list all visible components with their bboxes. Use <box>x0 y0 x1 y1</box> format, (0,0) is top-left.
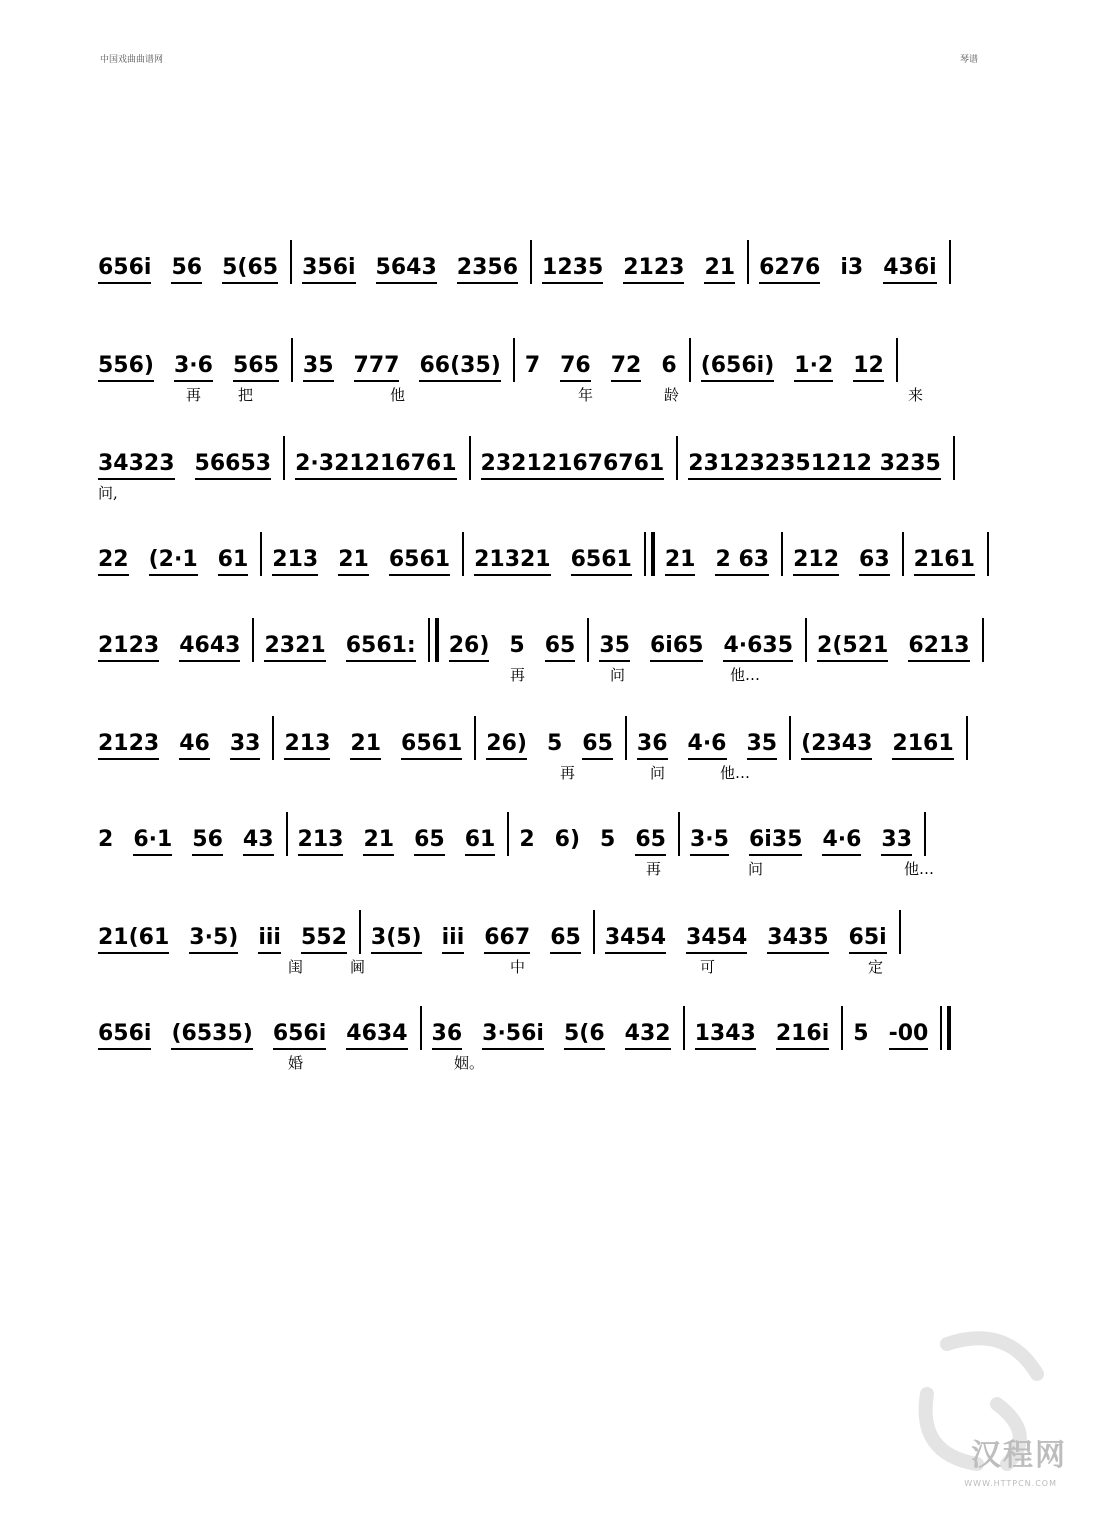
lyrics-line <box>98 576 1022 600</box>
note-group: 21 <box>665 547 696 576</box>
note-group: 232121676761 <box>481 451 665 480</box>
barline <box>260 532 262 576</box>
lyric-word: 他… <box>730 666 761 684</box>
note-group: 436i <box>883 255 936 284</box>
note-group: 2123 <box>98 731 159 760</box>
note-group: 667 <box>484 925 530 954</box>
note-group: 61 <box>465 827 496 856</box>
note-group: 656i <box>98 1021 151 1050</box>
note-group: 72 <box>611 353 642 382</box>
note-group: 6213 <box>908 633 969 662</box>
barline <box>469 436 471 480</box>
note-group: 5(6 <box>564 1021 605 1050</box>
note-group: 3454 <box>605 925 666 954</box>
lyrics-line <box>98 760 1022 784</box>
note-group: 552 <box>301 925 347 954</box>
note-group: 56 <box>171 255 202 284</box>
double-barline <box>644 532 655 576</box>
barline <box>513 338 515 382</box>
barline <box>272 716 274 760</box>
note-group: 34323 <box>98 451 175 480</box>
note-group: 3435 <box>767 925 828 954</box>
note-group: 5 <box>509 633 525 658</box>
note-group: 6) <box>554 827 581 852</box>
note-group: 6561 <box>401 731 462 760</box>
note-group: 5 <box>600 827 616 852</box>
note-group: 65 <box>635 827 666 856</box>
lyrics-line <box>98 856 1022 880</box>
note-group: 3·56i <box>482 1021 544 1050</box>
barline <box>359 910 361 954</box>
note-group: 2·321216761 <box>295 451 456 480</box>
barline <box>507 812 509 856</box>
double-barline <box>940 1006 951 1050</box>
note-group: 2161 <box>914 547 975 576</box>
watermark-url: WWW.HTTPCN.COM <box>964 1479 1057 1488</box>
lyric-word: 问 <box>610 666 626 684</box>
barline <box>290 240 292 284</box>
barline <box>747 240 749 284</box>
score-line <box>98 532 1022 600</box>
note-group: 5 <box>853 1021 869 1046</box>
note-group: (2·1 <box>149 547 198 576</box>
barline <box>896 338 898 382</box>
note-group: 556) <box>98 353 154 382</box>
note-group: 2123 <box>98 633 159 662</box>
lyric-word: 再 <box>560 764 576 782</box>
barline <box>683 1006 685 1050</box>
barline <box>781 532 783 576</box>
lyrics-line <box>98 1050 1022 1074</box>
note-group: 656i <box>98 255 151 284</box>
note-group: -00 <box>889 1021 929 1050</box>
note-group: 3·6 <box>174 353 213 382</box>
note-group: 4·6 <box>688 731 727 760</box>
note-group: 6561 <box>389 547 450 576</box>
note-group: (2343 <box>801 731 872 760</box>
lyric-word: 再 <box>510 666 526 684</box>
note-group: 656i <box>273 1021 326 1050</box>
barline <box>924 812 926 856</box>
note-group: 65 <box>545 633 576 662</box>
note-group: 35 <box>303 353 334 382</box>
barline <box>953 436 955 480</box>
note-group: 61 <box>218 547 249 576</box>
barline <box>283 436 285 480</box>
note-group: 5643 <box>376 255 437 284</box>
note-row <box>98 716 1022 760</box>
note-group: 33 <box>230 731 261 760</box>
note-group: 2123 <box>623 255 684 284</box>
note-group: 3(5) <box>371 925 422 954</box>
note-group: 2161 <box>892 731 953 760</box>
note-group: iii <box>442 925 465 954</box>
score-line <box>98 910 1022 978</box>
note-group: 21 <box>350 731 381 760</box>
barline <box>474 716 476 760</box>
barline <box>949 240 951 284</box>
lyric-word: 把 <box>238 386 254 404</box>
lyrics-line <box>98 284 1022 308</box>
note-group: 4643 <box>179 633 240 662</box>
note-group: 2 <box>98 827 114 852</box>
barline <box>676 436 678 480</box>
lyric-word: 来 <box>908 386 924 404</box>
note-group: 2321 <box>264 633 325 662</box>
note-group: 231232351212 3235 <box>688 451 941 480</box>
note-group: 216i <box>776 1021 829 1050</box>
barline <box>902 532 904 576</box>
note-group: 35 <box>747 731 778 760</box>
note-group: 213 <box>284 731 330 760</box>
score-line <box>98 240 1022 308</box>
lyric-word: 他 <box>390 386 406 404</box>
note-group: 21 <box>363 827 394 856</box>
lyric-word: 闺 <box>288 958 304 976</box>
note-group: 21(61 <box>98 925 169 954</box>
watermark-text: 汉程网 <box>971 1438 1067 1473</box>
lyric-word: 他… <box>904 860 935 878</box>
page-label-header: 琴谱 <box>960 55 979 65</box>
barline <box>789 716 791 760</box>
note-group: 66(35) <box>419 353 500 382</box>
note-group: 777 <box>354 353 400 382</box>
lyrics-line <box>98 382 1022 406</box>
note-group: 65i <box>849 925 887 954</box>
note-group: 35 <box>599 633 630 662</box>
note-group: 565 <box>233 353 279 382</box>
lyric-word: 中 <box>510 958 526 976</box>
note-row <box>98 240 1022 284</box>
note-group: 2 63 <box>715 547 769 576</box>
note-group: 1·2 <box>794 353 833 382</box>
score-line <box>98 716 1022 784</box>
note-group: 6276 <box>759 255 820 284</box>
note-group: 21 <box>338 547 369 576</box>
note-row <box>98 436 1022 480</box>
barline <box>462 532 464 576</box>
score-line <box>98 436 1022 504</box>
score-line <box>98 1006 1022 1074</box>
note-group: 5 <box>546 731 563 756</box>
site-name-header: 中国戏曲曲谱网 <box>100 55 164 65</box>
note-row <box>98 910 1022 954</box>
note-group: 6 <box>661 353 677 378</box>
note-row <box>98 1006 1022 1050</box>
barline <box>587 618 589 662</box>
barline <box>593 910 595 954</box>
barline <box>286 812 288 856</box>
lyric-word: 姻。 <box>454 1054 485 1072</box>
barline <box>625 716 627 760</box>
lyric-word: 他… <box>720 764 751 782</box>
barline <box>530 240 532 284</box>
note-group: 6561: <box>346 633 416 662</box>
barline <box>420 1006 422 1050</box>
lyric-word: 龄 <box>664 386 680 404</box>
note-group: 2 <box>519 827 535 852</box>
score-line <box>98 812 1022 880</box>
note-group: 6i35 <box>749 827 802 856</box>
note-group: 21 <box>704 255 735 284</box>
note-group: 2356 <box>457 255 518 284</box>
barline <box>678 812 680 856</box>
note-group: 1235 <box>542 255 603 284</box>
lyrics-line <box>98 480 1022 504</box>
note-group: (6535) <box>171 1021 252 1050</box>
lyrics-line <box>98 662 1022 686</box>
note-group: 212 <box>793 547 839 576</box>
lyric-word: 问 <box>650 764 666 782</box>
note-group: 3·5 <box>690 827 729 856</box>
lyric-word: 可 <box>700 958 716 976</box>
note-group: 56653 <box>195 451 272 480</box>
note-group: 65 <box>582 731 613 760</box>
note-group: 2(521 <box>817 633 888 662</box>
note-group: 432 <box>625 1021 671 1050</box>
lyric-word: 问 <box>748 860 764 878</box>
note-group: 21321 <box>474 547 551 576</box>
note-group: 6561 <box>571 547 632 576</box>
lyric-word: 定 <box>868 958 884 976</box>
note-group: 56 <box>192 827 223 856</box>
note-group: 6i65 <box>650 633 703 662</box>
note-group: 26) <box>486 731 527 760</box>
note-group: 65 <box>414 827 445 856</box>
note-group: 33 <box>881 827 912 856</box>
lyric-word: 再 <box>646 860 662 878</box>
note-group: (656i) <box>701 353 775 382</box>
lyric-word: 婚 <box>288 1054 304 1072</box>
note-row <box>98 618 1022 662</box>
note-row <box>98 338 1022 382</box>
note-group: 46 <box>179 731 210 760</box>
note-group: 1343 <box>695 1021 756 1050</box>
note-group: 4·6 <box>822 827 861 856</box>
barline <box>982 618 984 662</box>
barline <box>987 532 989 576</box>
barline <box>689 338 691 382</box>
note-group: 26) <box>449 633 490 662</box>
note-group: 36 <box>432 1021 463 1050</box>
note-group: 12 <box>853 353 884 382</box>
lyric-word: 年 <box>578 386 594 404</box>
note-group: 356i <box>302 255 355 284</box>
note-group: 63 <box>859 547 890 576</box>
note-row <box>98 812 1022 856</box>
barline <box>252 618 254 662</box>
note-group: 3·5) <box>189 925 238 954</box>
lyric-word: 问, <box>98 484 118 502</box>
note-group: 76 <box>560 353 591 382</box>
note-row <box>98 532 1022 576</box>
note-group: 43 <box>243 827 274 856</box>
barline <box>966 716 968 760</box>
note-group: 36 <box>637 731 668 760</box>
note-group: 65 <box>550 925 581 954</box>
note-group: 5(65 <box>222 255 278 284</box>
note-group: i3 <box>840 255 864 280</box>
score-line <box>98 338 1022 406</box>
lyric-word: 阃 <box>350 958 366 976</box>
lyrics-line <box>98 954 1022 978</box>
barline <box>291 338 293 382</box>
note-group: 6·1 <box>133 827 172 856</box>
note-group: 7 <box>524 353 541 378</box>
note-group: 213 <box>272 547 318 576</box>
barline <box>841 1006 843 1050</box>
double-barline <box>428 618 439 662</box>
note-group: 3454 <box>686 925 747 954</box>
barline <box>899 910 901 954</box>
barline <box>805 618 807 662</box>
note-group: 213 <box>298 827 344 856</box>
note-group: 4·635 <box>723 633 793 662</box>
score-line <box>98 618 1022 686</box>
note-group: 22 <box>98 547 129 576</box>
note-group: 4634 <box>346 1021 407 1050</box>
note-group: iii <box>258 925 281 954</box>
lyric-word: 再 <box>186 386 202 404</box>
